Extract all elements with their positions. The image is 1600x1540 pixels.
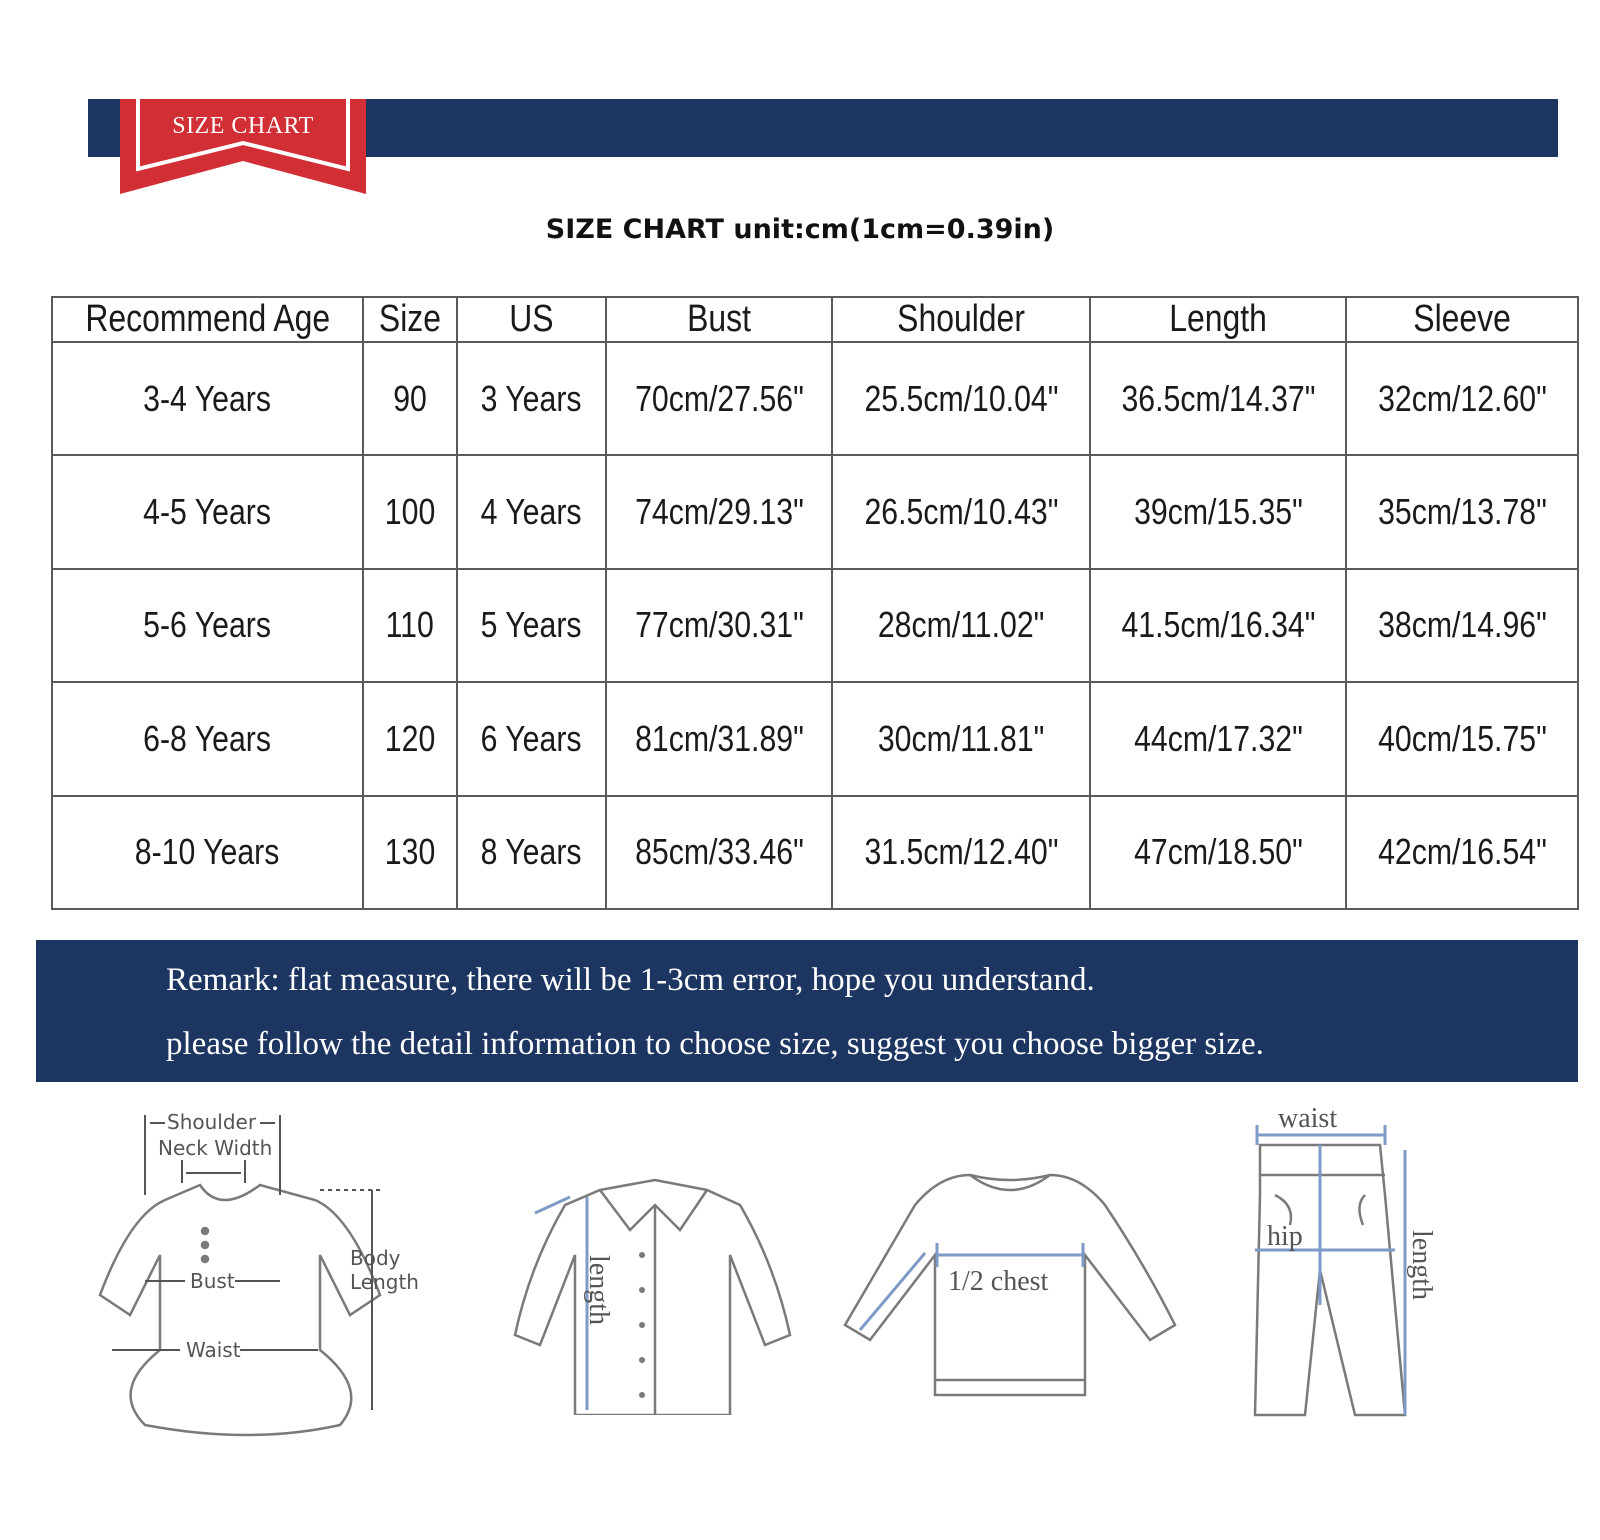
- table-cell: 44cm/17.32": [1090, 682, 1346, 795]
- body-length-label-2: Length: [350, 1270, 419, 1294]
- table-cell: 26.5cm/10.43": [832, 455, 1090, 568]
- ribbon-label: SIZE CHART: [172, 113, 314, 139]
- table-row: [52, 455, 1578, 568]
- table-cell: 47cm/18.50": [1090, 796, 1346, 909]
- table-cell: 42cm/16.54": [1346, 796, 1578, 909]
- table-row: [52, 342, 1578, 455]
- table-cell: 8-10 Years: [52, 796, 363, 909]
- shirt-icon: [475, 1105, 815, 1415]
- table-cell: 70cm/27.56": [606, 342, 832, 455]
- chart-title: SIZE CHART unit:cm(1cm=0.39in): [545, 214, 1055, 245]
- table-cell: 32cm/12.60": [1346, 342, 1578, 455]
- header-cell: Length: [1090, 297, 1346, 342]
- table-cell: 4 Years: [457, 455, 606, 568]
- remark-line: Remark: flat measure, there will be 1-3cm error, hope you understand.: [166, 962, 1095, 998]
- table-cell: 120: [363, 682, 457, 795]
- table-cell: 77cm/30.31": [606, 569, 832, 682]
- table-cell: 31.5cm/12.40": [832, 796, 1090, 909]
- header-cell: Shoulder: [832, 297, 1090, 342]
- table-cell: 41.5cm/16.34": [1090, 569, 1346, 682]
- sweater-icon: [840, 1105, 1190, 1405]
- remark-band: [36, 940, 1578, 1082]
- table-cell: 130: [363, 796, 457, 909]
- table-cell: 6 Years: [457, 682, 606, 795]
- table-cell: 35cm/13.78": [1346, 455, 1578, 568]
- size-chart-ribbon: [120, 99, 366, 194]
- hip-label: hip: [1267, 1221, 1303, 1252]
- table-cell: 100: [363, 455, 457, 568]
- table-cell: 25.5cm/10.04": [832, 342, 1090, 455]
- header-cell: Bust: [606, 297, 832, 342]
- table-cell: 6-8 Years: [52, 682, 363, 795]
- pants-diagram: [1245, 1105, 1465, 1425]
- table-cell: 28cm/11.02": [832, 569, 1090, 682]
- table-header-row: [52, 297, 1578, 342]
- table-cell: 3-4 Years: [52, 342, 363, 455]
- table-cell: 8 Years: [457, 796, 606, 909]
- shirt-length-label: length: [583, 1255, 614, 1325]
- header-cell: Size: [363, 297, 457, 342]
- table-cell: 38cm/14.96": [1346, 569, 1578, 682]
- table-cell: 36.5cm/14.37": [1090, 342, 1346, 455]
- header-cell: Recommend Age: [52, 297, 363, 342]
- table-row: [52, 682, 1578, 795]
- size-table: [51, 296, 1579, 910]
- table-cell: 39cm/15.35": [1090, 455, 1346, 568]
- table-cell: 3 Years: [457, 342, 606, 455]
- table-cell: 5 Years: [457, 569, 606, 682]
- table-cell: 90: [363, 342, 457, 455]
- table-cell: 74cm/29.13": [606, 455, 832, 568]
- shirt-diagram: [475, 1105, 815, 1415]
- bust-label: Bust: [190, 1269, 235, 1293]
- dress-diagram: [50, 1105, 440, 1445]
- remark-line: please follow the detail information to choose size, suggest you choose bigger size.: [166, 1026, 1264, 1062]
- table-cell: 40cm/15.75": [1346, 682, 1578, 795]
- pants-icon: [1245, 1105, 1465, 1425]
- table-cell: 5-6 Years: [52, 569, 363, 682]
- header-cell: US: [457, 297, 606, 342]
- dress-icon: [50, 1105, 440, 1445]
- body-length-label-1: Body: [350, 1246, 401, 1270]
- half-chest-label: 1/2 chest: [948, 1266, 1049, 1297]
- table-cell: 85cm/33.46": [606, 796, 832, 909]
- sweater-diagram: [840, 1105, 1190, 1405]
- table-row: [52, 569, 1578, 682]
- waist-label: Waist: [186, 1338, 241, 1362]
- table-cell: 4-5 Years: [52, 455, 363, 568]
- header-cell: Sleeve: [1346, 297, 1578, 342]
- waist-label: waist: [1278, 1105, 1338, 1134]
- table-cell: 30cm/11.81": [832, 682, 1090, 795]
- table-row: [52, 796, 1578, 909]
- pants-length-label: length: [1406, 1230, 1437, 1300]
- neck-width-label: Neck Width: [158, 1136, 273, 1160]
- shoulder-label: Shoulder: [167, 1110, 257, 1134]
- table-cell: 110: [363, 569, 457, 682]
- table-cell: 81cm/31.89": [606, 682, 832, 795]
